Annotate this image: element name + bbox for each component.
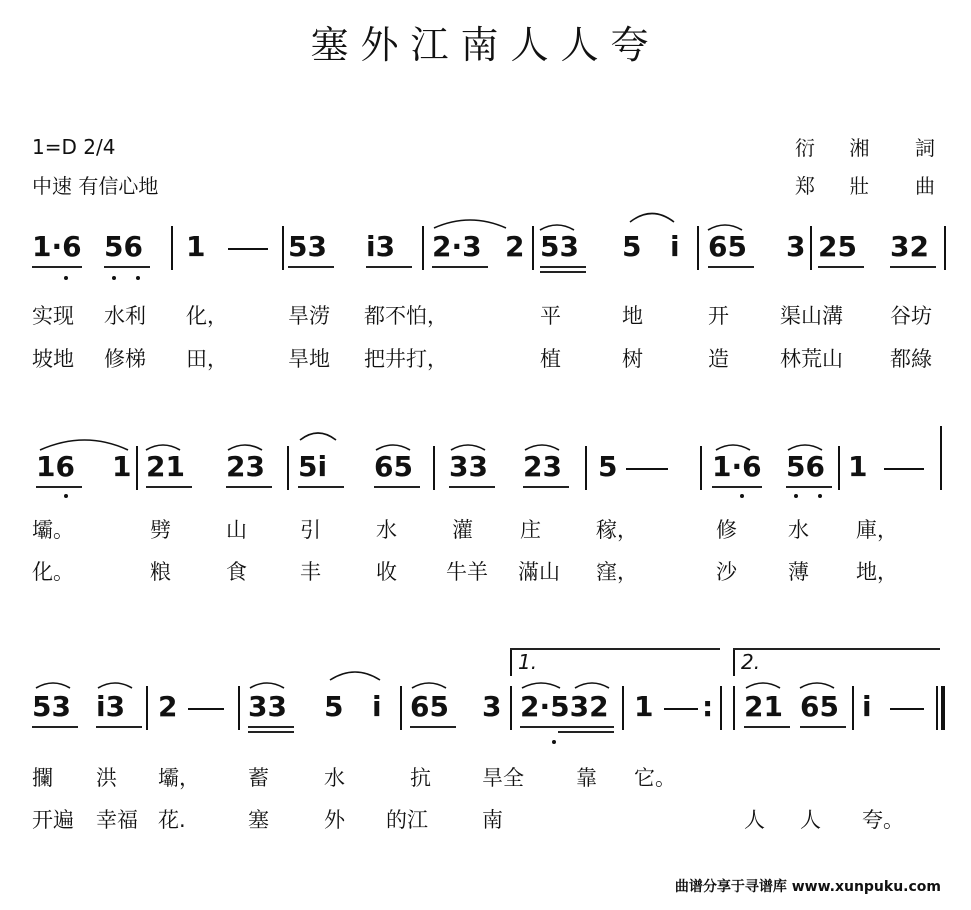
sustain-dash — [188, 708, 224, 710]
note: 16 — [36, 450, 75, 483]
beam — [146, 486, 192, 488]
key-signature: 1=D 2/4 — [32, 135, 116, 159]
lyric: 人 — [744, 808, 765, 832]
lyric: 攔 — [32, 766, 53, 790]
beam — [226, 486, 272, 488]
lyric: 旱涝 — [288, 304, 330, 328]
lyric: 幸福 — [96, 808, 138, 832]
lyric: 地 — [622, 304, 643, 328]
lyric: 人 — [800, 808, 821, 832]
beam — [288, 266, 334, 268]
lyricist-name: 衍 湘 — [795, 136, 884, 160]
beam — [32, 726, 78, 728]
bar-line — [171, 226, 173, 270]
note: 5 — [598, 450, 618, 483]
note: 5 — [324, 690, 344, 723]
composer-name: 郑 壯 — [795, 174, 884, 198]
low-octave-dot — [64, 276, 68, 280]
lyric: 化， — [186, 304, 228, 328]
beam — [786, 486, 832, 488]
note: 33 — [449, 450, 488, 483]
note: 1 — [112, 450, 132, 483]
lyric: 蓄 — [248, 766, 269, 790]
beam — [410, 726, 456, 728]
lyric: 渠山溝 — [780, 304, 843, 328]
lyric: 劈 — [150, 518, 171, 542]
lyric: 夸。 — [862, 808, 904, 832]
note: 5 — [622, 230, 642, 263]
beam — [818, 266, 864, 268]
final-bar-line-thick — [941, 686, 945, 730]
note: 56 — [104, 230, 143, 263]
bar-line — [585, 446, 587, 490]
beam — [366, 266, 412, 268]
beam — [374, 486, 420, 488]
bar-line — [287, 446, 289, 490]
bar-line — [146, 686, 148, 730]
bar-line — [282, 226, 284, 270]
lyric: 外 — [324, 808, 345, 832]
lyric: 薄 — [788, 560, 809, 584]
final-bar-line — [936, 686, 938, 730]
lyric: 滿山 — [518, 560, 560, 584]
lyric: 旱地 — [288, 347, 330, 371]
lyric: 沙 — [716, 560, 737, 584]
beam — [449, 486, 495, 488]
note: 1 — [186, 230, 206, 263]
lyric: 洪 — [96, 766, 117, 790]
lyric: 稼， — [596, 518, 638, 542]
low-octave-dot — [818, 494, 822, 498]
sustain-dash — [228, 248, 268, 250]
lyric: 树 — [622, 347, 643, 371]
note: i — [372, 690, 382, 723]
bar-line — [697, 226, 699, 270]
beam — [248, 731, 294, 733]
volta-bracket-1 — [510, 648, 512, 676]
repeat-sign: : — [702, 690, 714, 723]
note: 3 — [482, 690, 502, 723]
low-octave-dot — [794, 494, 798, 498]
note: 65 — [374, 450, 413, 483]
note: 32 — [890, 230, 929, 263]
lyric: 修梯 — [104, 347, 146, 371]
lyricist-role: 詞 — [915, 136, 935, 160]
beam — [523, 486, 569, 488]
beam — [744, 726, 790, 728]
note: 1·6 — [712, 450, 762, 483]
beam — [36, 486, 82, 488]
lyric: 造 — [708, 347, 729, 371]
bar-line — [852, 686, 854, 730]
bar-line — [433, 446, 435, 490]
lyric: 庄 — [520, 518, 541, 542]
sustain-dash — [890, 708, 924, 710]
note: 65 — [708, 230, 747, 263]
note: i — [670, 230, 680, 263]
note: 53 — [540, 230, 579, 263]
note: 3 — [786, 230, 806, 263]
lyric: 开遍 — [32, 808, 74, 832]
low-octave-dot — [552, 740, 556, 744]
volta-bracket-2-top — [733, 648, 940, 650]
lyric: 平 — [540, 304, 561, 328]
note: 23 — [226, 450, 265, 483]
lyric: 壩， — [158, 766, 200, 790]
note: 56 — [786, 450, 825, 483]
lyric: 抗 — [410, 766, 431, 790]
lyric: 山 — [226, 518, 247, 542]
lyric: 谷坊 — [890, 304, 932, 328]
lyric: 林荒山 — [780, 347, 843, 371]
beam — [540, 271, 586, 273]
note: 65 — [800, 690, 839, 723]
lyric: 它。 — [634, 766, 676, 790]
bar-line — [720, 686, 722, 730]
lyric: 都不怕， — [364, 304, 448, 328]
note: i3 — [96, 690, 126, 723]
note: 2 — [505, 230, 525, 263]
note: 65 — [410, 690, 449, 723]
lyric: 地， — [856, 560, 898, 584]
lyric: 塞 — [248, 808, 269, 832]
lyric: 都綠 — [890, 347, 932, 371]
beam — [558, 731, 614, 733]
lyric: 花. — [158, 808, 186, 832]
note: 53 — [288, 230, 327, 263]
low-octave-dot — [740, 494, 744, 498]
lyric: 把井打， — [364, 347, 448, 371]
bar-line — [422, 226, 424, 270]
lyric: 南 — [482, 808, 503, 832]
note: 2·532 — [520, 690, 609, 723]
composer-role: 曲 — [915, 174, 935, 198]
lyric: 窪， — [596, 560, 638, 584]
lyric: 水 — [376, 518, 397, 542]
lyric: 田， — [186, 347, 228, 371]
note: 1 — [848, 450, 868, 483]
lyric: 庫， — [856, 518, 898, 542]
bar-line — [940, 426, 942, 490]
low-octave-dot — [64, 494, 68, 498]
beam — [712, 486, 762, 488]
volta-label-2: 2. — [741, 650, 761, 674]
note: 25 — [818, 230, 857, 263]
beam — [104, 266, 150, 268]
beam — [800, 726, 846, 728]
bar-line — [810, 226, 812, 270]
note: 1·6 — [32, 230, 82, 263]
lyric: 靠 — [576, 766, 597, 790]
note: 21 — [146, 450, 185, 483]
lyric: 水 — [788, 518, 809, 542]
bar-line — [532, 226, 534, 270]
note: 1 — [634, 690, 654, 723]
note: 2·3 — [432, 230, 482, 263]
beam — [890, 266, 936, 268]
bar-line — [400, 686, 402, 730]
note: 2 — [158, 690, 178, 723]
bar-line — [838, 446, 840, 490]
bar-line — [733, 686, 735, 730]
lyric: 引 — [300, 518, 321, 542]
lyric: 开 — [708, 304, 729, 328]
bar-line — [622, 686, 624, 730]
lyric: 化。 — [32, 560, 74, 584]
lyric: 水利 — [104, 304, 146, 328]
beam — [432, 266, 488, 268]
volta-bracket-1-top — [510, 648, 720, 650]
lyric: 丰 — [300, 560, 321, 584]
note: 23 — [523, 450, 562, 483]
sustain-dash — [626, 468, 668, 470]
beam — [96, 726, 142, 728]
bar-line — [136, 446, 138, 490]
beam — [248, 726, 294, 728]
beam — [298, 486, 344, 488]
lyric: 修 — [716, 518, 737, 542]
lyric: 牛羊 — [446, 560, 488, 584]
lyric: 灌 — [452, 518, 473, 542]
page-title: 塞外江南人人夸 — [310, 23, 661, 67]
lyric: 的江 — [386, 808, 428, 832]
beam — [520, 726, 614, 728]
volta-label-1: 1. — [518, 650, 538, 674]
lyric: 实现 — [32, 304, 74, 328]
note: 33 — [248, 690, 287, 723]
low-octave-dot — [136, 276, 140, 280]
beam — [32, 266, 82, 268]
beam — [540, 266, 586, 268]
lyric: 收 — [376, 560, 397, 584]
note: 5i — [298, 450, 328, 483]
lyric: 坡地 — [32, 347, 74, 371]
lyric: 食 — [226, 560, 247, 584]
bar-line — [700, 446, 702, 490]
low-octave-dot — [112, 276, 116, 280]
note: i3 — [366, 230, 396, 263]
sustain-dash — [664, 708, 698, 710]
sustain-dash — [884, 468, 924, 470]
volta-bracket-2 — [733, 648, 735, 676]
bar-line — [944, 226, 946, 270]
lyric: 旱全 — [482, 766, 524, 790]
lyric: 植 — [540, 347, 561, 371]
lyric: 粮 — [150, 560, 171, 584]
bar-line — [238, 686, 240, 730]
lyric: 壩。 — [32, 518, 74, 542]
tempo-marking: 中速 有信心地 — [32, 174, 159, 198]
note: 53 — [32, 690, 71, 723]
note: i — [862, 690, 872, 723]
source-watermark: 曲谱分享于寻谱库 www.xunpuku.com — [674, 879, 941, 895]
beam — [708, 266, 754, 268]
lyric: 水 — [324, 766, 345, 790]
note: 21 — [744, 690, 783, 723]
bar-line — [510, 686, 512, 730]
